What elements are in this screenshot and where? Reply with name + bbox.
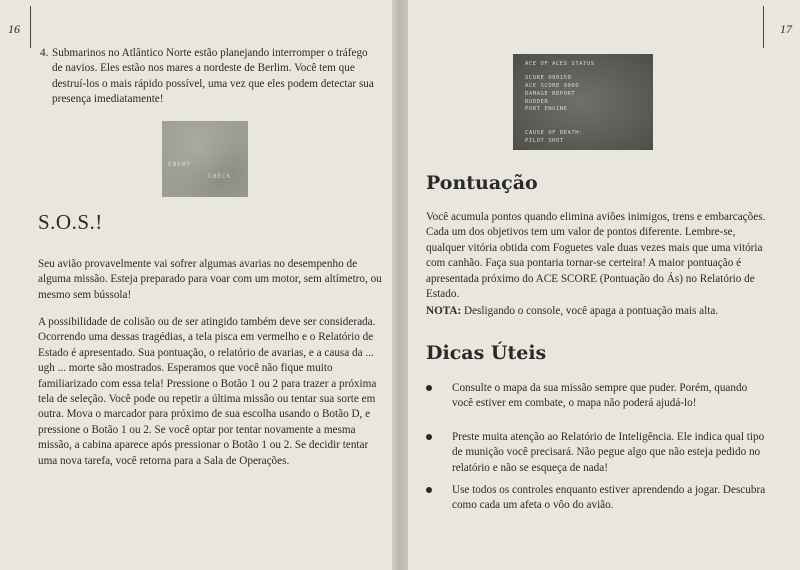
bullet-icon	[426, 487, 432, 493]
tip-text: Consulte o mapa da sua missão sempre que puder. Porém, quando você estiver em combate, o mapa não poderá ajudá-lo!	[452, 382, 748, 410]
tip-item	[426, 483, 771, 514]
pontuacao-heading: Pontuação	[426, 172, 538, 194]
status-cause-label: CAUSE OF DEATH:	[525, 130, 584, 136]
status-title: ACE OF ACES STATUS	[525, 61, 595, 67]
item-text: Submarinos no Atlântico Norte estão planejando interromper o tráfego de navios. Eles estão nos mares a nordeste de Berlim. Você tem que destruí-los o mais rápido possível, uma vez que eles podem detectar sua presença imediatamente!	[52, 47, 374, 106]
tip-text: Preste muita atenção ao Relatório de Inteligência. Ele indica qual tipo de munição você precisará. Não pegue algo que não esteja pedido no relatório e não se esqueça de nada!	[452, 431, 765, 474]
tip-item	[426, 381, 771, 412]
sos-heading: S.O.S.!	[38, 210, 103, 234]
item-number: 4.	[40, 47, 49, 59]
game-screenshot-enemy	[162, 121, 248, 197]
status-score: SCORE 000150	[525, 75, 572, 81]
tip-item	[426, 430, 771, 476]
page-rule-right	[763, 6, 764, 48]
screenshot-label-2: CHECK	[208, 173, 232, 180]
status-screen-screenshot	[513, 54, 653, 150]
nota-paragraph	[426, 304, 766, 319]
book-gutter	[392, 0, 408, 570]
sos-paragraph-2: A possibilidade de colisão ou de ser atingido também deve ser considerada. Ocorrendo uma dessas tragédias, a tela pisca em vermelho e o Relatório de Estado é apresentado. Sua pontuação, o relatório de avarias, e a causa da ... ugh ... morte são mostrados. Esperamos que você não fique muito familiarizado com essa tela! Pressione o Botão 1 ou 2 para trazer a próxima tela de seleção. Você pode ou repetir a última missão ou tentar sua sorte em outra. Mova o marcador para próximo de sua escolha usando o Botão D, e pressione o Botão 1 ou 2. Se você optar por tentar novamente a mesma missão, a cabina aparece após pressionar o Botão 1 ou 2. Se decidir tentar uma nova tarefa, você retorna para a Sala de Operações.	[38, 316, 377, 467]
page-number-left: 16	[8, 22, 20, 36]
bullet-icon	[426, 434, 432, 440]
sos-paragraph-1: Seu avião provavelmente vai sofrer algumas avarias no desempenho de alguma missão. Esteja preparado para voar com um motor, sem altímetro, ou mesmo sem bússola!	[38, 258, 382, 301]
nota-text: Desligando o console, você apaga a pontuação mais alta.	[461, 305, 719, 317]
tip-text: Use todos os controles enquanto estiver aprendendo a jogar. Descubra como cada um afeta o vôo do avião.	[452, 484, 766, 512]
pontuacao-paragraph: Você acumula pontos quando elimina aviões inimigos, trens e embarcações. Cada um dos objetivos tem um valor de pontos diferente. Lembre-se, qualquer vitória obtida com Foguetes vale duas vezes mais que uma vitória com canhão. Faça sua pontaria tornar-se certeira! A maior pontuação é apresentada próximo do ACE SCORE (Pontuação do Ás) no Relatório de Estado.	[426, 211, 766, 301]
status-damage-item-2: PORT ENGINE	[525, 106, 568, 112]
status-damage-item-1: RUDDER	[525, 99, 549, 105]
page-rule-left	[30, 6, 31, 48]
bullet-icon	[426, 385, 432, 391]
status-damage-report: DAMAGE REPORT	[525, 91, 576, 97]
dicas-heading: Dicas Úteis	[426, 342, 547, 364]
page-number-right: 17	[780, 22, 792, 36]
status-ace-score: ACE SCORE 9000	[525, 83, 580, 89]
screenshot-label-1: ENEMY	[168, 161, 192, 168]
left-page	[0, 0, 392, 570]
nota-label: NOTA:	[426, 305, 462, 317]
status-cause-value: PILOT SHOT	[525, 138, 564, 144]
mission-item-4	[40, 46, 380, 108]
